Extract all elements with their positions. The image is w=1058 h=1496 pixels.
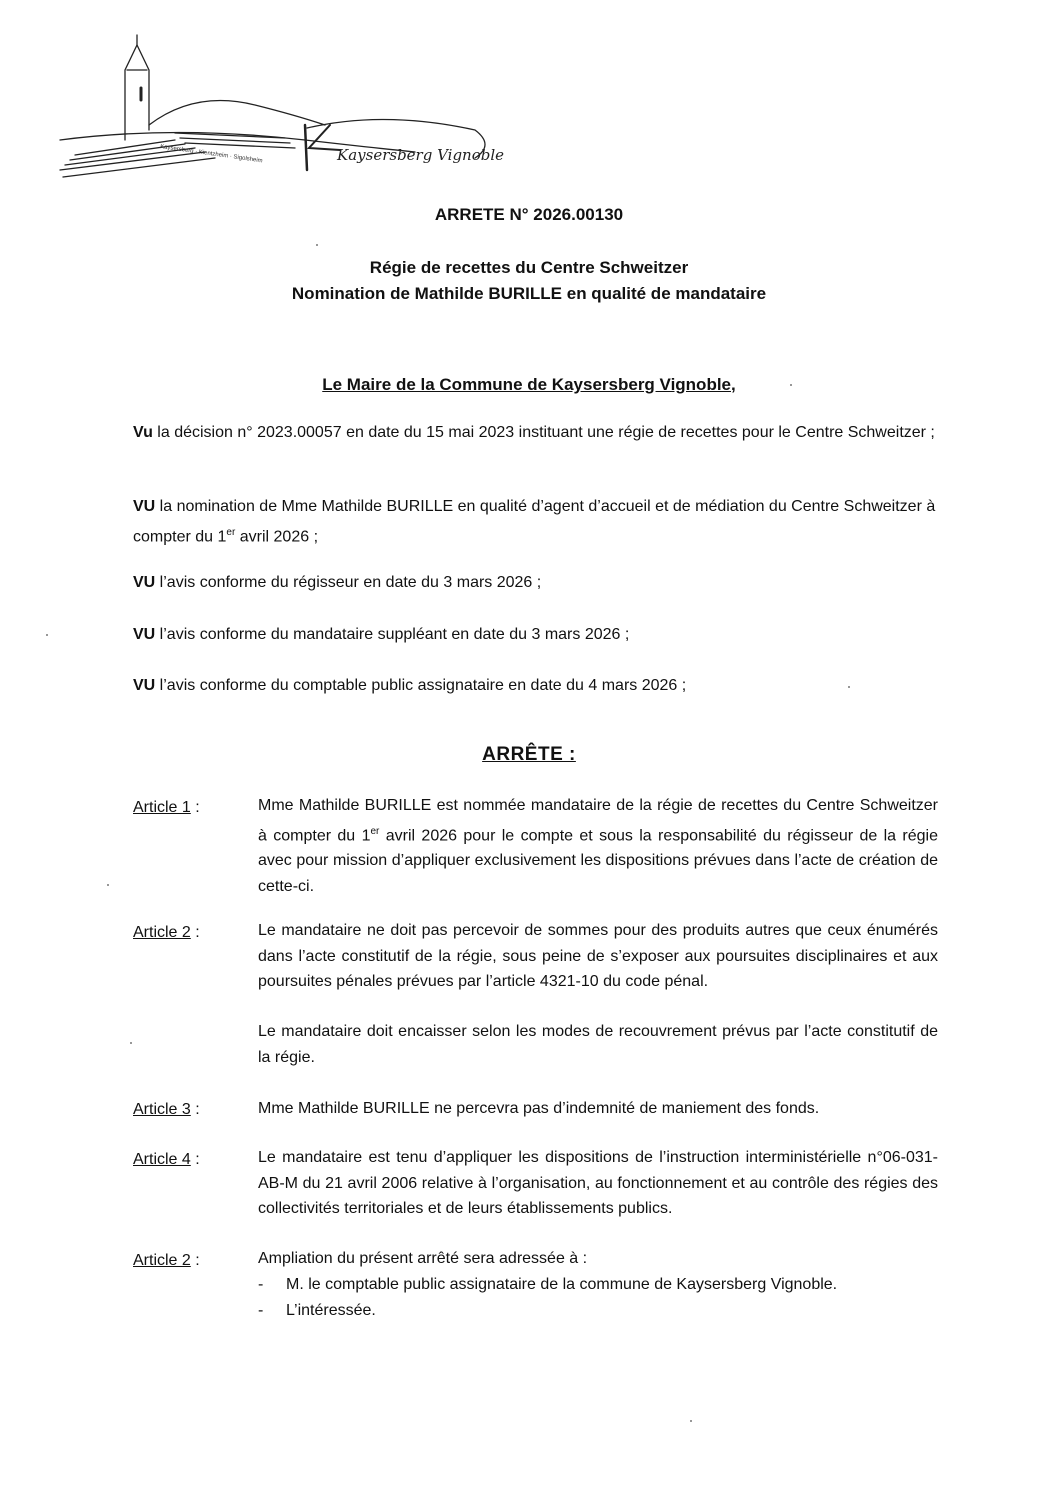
scan-speck xyxy=(848,686,850,688)
article-2-text-2: Le mandataire doit encaisser selon les modes de recouvrement prévus par l’acte constitutif de la régie. xyxy=(258,1023,938,1066)
scan-speck xyxy=(690,1420,692,1422)
logo-tagline-text: Kaysersberg · Kientzheim · Sigolsheim xyxy=(159,144,263,165)
consideration-prefix: VU xyxy=(133,574,156,591)
article-label-colon: : xyxy=(190,1151,200,1168)
consideration-prefix: VU xyxy=(133,498,156,515)
consideration-4 xyxy=(133,622,938,648)
consideration-prefix: VU xyxy=(133,677,156,694)
article-label-colon: : xyxy=(190,1101,200,1118)
scan-speck xyxy=(46,634,48,636)
consideration-text: l’avis conforme du régisseur en date du 3 mars 2026 ; xyxy=(155,574,542,591)
article-3-label xyxy=(133,1097,200,1123)
article-2-label xyxy=(133,920,200,946)
article-label-colon: : xyxy=(190,1252,200,1269)
consideration-text: la décision n° 2023.00057 en date du 15 mai 2023 instituant une régie de recettes pour le Centre Schweitzer ; xyxy=(152,424,935,441)
consideration-prefix: VU xyxy=(133,626,156,643)
article-label-colon: : xyxy=(190,924,200,941)
article-1-text xyxy=(258,793,938,899)
article-label-text: Article 1 xyxy=(133,799,191,816)
consideration-3 xyxy=(133,570,938,596)
arrete-number: ARRETE N° 2026.00130 xyxy=(434,205,624,224)
article-label-colon: : xyxy=(190,799,200,816)
commune-logo xyxy=(55,30,505,180)
article-1-label xyxy=(133,795,200,821)
scan-speck xyxy=(130,1042,132,1044)
consideration-5 xyxy=(133,673,938,699)
article-3-text: Mme Mathilde BURILLE ne percevra pas d’indemnité de maniement des fonds. xyxy=(258,1100,820,1117)
consideration-text: avril 2026 ; xyxy=(235,528,319,546)
logo-brand-text: Kaysersberg Vignoble xyxy=(337,146,505,164)
recipient-item: - M. le comptable public assignataire de la commune de Kaysersberg Vignoble. xyxy=(258,1272,948,1298)
arrete-heading: ARRÊTE : xyxy=(482,744,576,765)
consideration-text: l’avis conforme du mandataire suppléant en date du 3 mars 2026 ; xyxy=(155,626,630,643)
article-label-text: Article 2 xyxy=(133,924,191,941)
consideration-text: l’avis conforme du comptable public assignataire en date du 4 mars 2026 ; xyxy=(155,677,687,694)
consideration-prefix: Vu xyxy=(133,424,153,441)
consideration-1 xyxy=(133,420,938,446)
article-5-label xyxy=(133,1248,200,1274)
subtitle-line-1: Régie de recettes du Centre Schweitzer xyxy=(369,258,689,277)
scan-speck xyxy=(790,384,792,386)
article-label-text: Article 2 xyxy=(133,1252,191,1269)
scan-speck xyxy=(316,244,318,246)
recipient-item: - L’intéressée. xyxy=(258,1298,948,1324)
subtitle-line-2: Nomination de Mathilde BURILLE en qualité de mandataire xyxy=(291,284,767,303)
scan-speck xyxy=(107,884,109,886)
recipient-list xyxy=(258,1272,948,1324)
article-text-part: Mme Mathilde BURILLE est nommée mandataire de la régie de recettes du Centre Schweitzer à compter du 1 xyxy=(258,797,938,844)
superscript: er xyxy=(370,825,380,837)
authority-heading: Le Maire de la Commune de Kaysersberg Vignoble, xyxy=(322,375,736,394)
article-text-part: avril 2026 pour le compte et sous la responsabilité du régisseur de la régie avec pour mission d’appliquer exclusivement les dispositions prévues dans l’acte de création de cette-ci. xyxy=(258,826,938,895)
consideration-2 xyxy=(133,494,938,550)
article-5-text: Ampliation du présent arrêté sera adressée à : xyxy=(258,1250,588,1267)
article-2-text: Le mandataire ne doit pas percevoir de sommes pour des produits autres que ceux énumérés dans l’acte constitutif de la régie, sous peine de s’exposer aux poursuites disciplinaires et aux poursuites pénales prévues par l’article 4321-10 du code pénal. xyxy=(258,922,938,990)
article-label-text: Article 3 xyxy=(133,1101,191,1118)
article-4-label xyxy=(133,1147,200,1173)
article-label-text: Article 4 xyxy=(133,1151,191,1168)
article-4-text: Le mandataire est tenu d’appliquer les dispositions de l’instruction interministérielle n°06-031-AB-M du 21 avril 2006 relative à l’organisation, au fonctionnement et au contrôle des régies des collectivités territoriales et de leurs établissements publics. xyxy=(258,1149,938,1217)
superscript: er xyxy=(226,527,236,538)
consideration-text: la nomination de Mme Mathilde BURILLE en qualité d’agent d’accueil et de médiation du Centre Schweitzer à compter du 1 xyxy=(133,498,936,546)
